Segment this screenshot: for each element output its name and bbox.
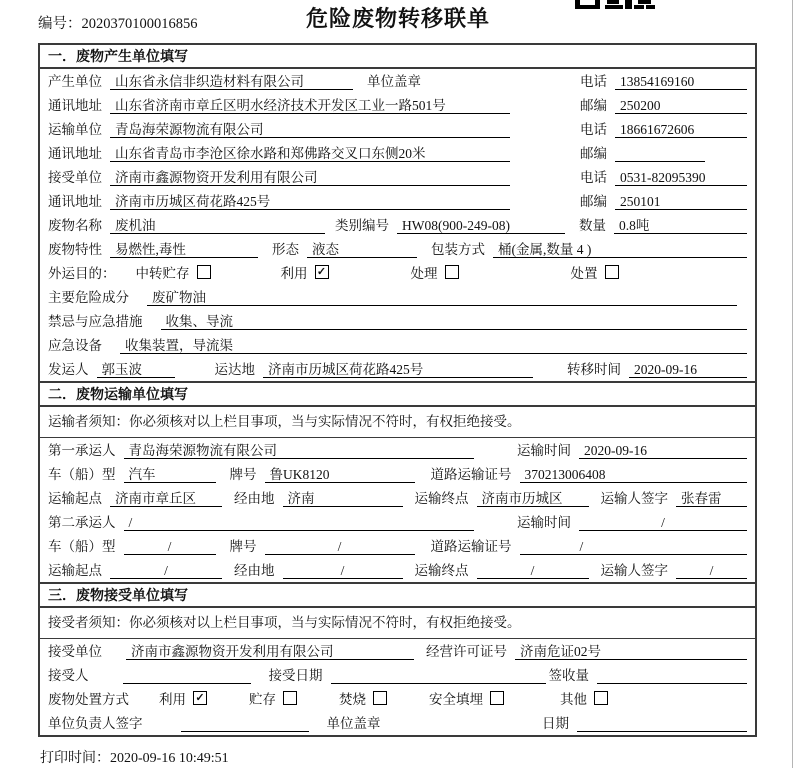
row-receive-unit: [40, 639, 755, 663]
via-label: 经由地: [234, 563, 275, 578]
disposal-option-other: [560, 688, 608, 708]
shipper-value: 郭玉波: [97, 361, 175, 378]
option-label: 中转贮存: [135, 266, 190, 281]
zip-label: 邮编: [580, 98, 607, 113]
checkbox-icon: [283, 691, 297, 705]
option-label: 焚烧: [339, 692, 366, 707]
checkbox-icon: ✓: [315, 265, 329, 279]
field-label: 通讯地址: [48, 146, 102, 161]
carrier-sign-value: 张春雷: [676, 490, 747, 507]
transporter-value: 青岛海荣源物流有限公司: [110, 121, 510, 138]
checkbox-icon: [594, 691, 608, 705]
qr-code-fragment: [575, 0, 655, 9]
row-receiver-person: [40, 663, 755, 687]
option-label: 处理: [410, 266, 438, 281]
seal-label: 单位盖章: [367, 74, 421, 89]
field-label: 禁忌与应急措施: [48, 314, 143, 329]
license-label: 经营许可证号: [426, 644, 507, 659]
carrier-value: 青岛海荣源物流有限公司: [124, 442, 474, 459]
disposal-option-landfill: [429, 688, 504, 708]
option-label: 利用: [159, 692, 186, 707]
field-label: 主要危险成分: [48, 290, 129, 305]
row-second-carrier: [40, 510, 755, 534]
checkbox-icon: [373, 691, 387, 705]
origin-value: 济南市章丘区: [110, 490, 222, 507]
field-label: 接受单位: [48, 644, 102, 659]
transporter-notice: 运输者须知：你必须核对以上栏目事项，当与实际情况不符时，有权拒绝接受。: [40, 407, 755, 438]
option-label: 安全填埋: [429, 692, 483, 707]
section1-header: 一．废物产生单位填写: [40, 45, 755, 69]
row-first-carrier: [40, 438, 755, 462]
option-label: 其他: [560, 692, 587, 707]
destination-value: 济南市历城区荷花路425号: [263, 361, 533, 378]
field-label: 废物特性: [48, 242, 102, 257]
field-label: 产生单位: [48, 74, 102, 89]
road-permit-label: 道路运输证号: [430, 539, 512, 554]
checkbox-icon: [490, 691, 504, 705]
origin-value: /: [110, 562, 222, 579]
field-label: 应急设备: [48, 338, 102, 353]
date-label: 日期: [542, 716, 569, 731]
page-edge-line: [792, 0, 793, 768]
page-title: 危险废物转移联单: [305, 6, 490, 31]
row-outbound-purpose: [40, 261, 755, 285]
disposal-option-incinerate: [339, 688, 387, 708]
unit-seal-label: 单位盖章: [326, 716, 381, 731]
field-label: 外运目的：: [48, 266, 116, 281]
phone-value: 13854169160: [615, 73, 747, 90]
transport-time-value: /: [579, 514, 747, 531]
equipment-value: 收集装置，导流渠: [120, 337, 747, 354]
field-label: 第二承运人: [48, 515, 116, 530]
address-value: 山东省济南市章丘区明水经济技术开发区工业一路501号: [110, 97, 510, 114]
receiver-value: 济南市鑫源物资开发利用有限公司: [110, 169, 510, 186]
row-taboo-measures: [40, 309, 755, 333]
road-permit-value: 370213006408: [520, 466, 748, 483]
transport-time-label: 运输时间: [517, 515, 571, 530]
row-route-2: [40, 558, 755, 582]
purpose-option-dispose: [571, 262, 619, 282]
checkbox-icon: [605, 265, 619, 279]
row-vehicle-2: [40, 534, 755, 558]
field-label: 废物处置方式: [48, 692, 129, 707]
taboo-value: 收集、导流: [161, 313, 748, 330]
phone-label: 电话: [580, 74, 607, 89]
serial-label: 编号：: [38, 16, 82, 32]
end-value: 济南市历城区: [477, 490, 589, 507]
field-label: 运输起点: [48, 563, 102, 578]
vehicle-type-value: 汽车: [124, 466, 216, 483]
waste-name-value: 废机油: [110, 217, 325, 234]
field-label: 发运人: [48, 362, 89, 377]
transport-time-label: 运输时间: [517, 443, 571, 458]
carrier-sign-value: /: [676, 562, 747, 579]
transport-time-value: 2020-09-16: [579, 442, 747, 459]
transfer-time-value: 2020-09-16: [629, 361, 747, 378]
quantity-value: 0.8吨: [614, 217, 747, 234]
field-label: 接受人: [48, 668, 89, 683]
signed-qty-label: 签收量: [548, 668, 589, 683]
signed-qty-value: [597, 667, 747, 684]
producer-value: 山东省永信非织造材料有限公司: [110, 73, 353, 90]
destination-label: 运达地: [214, 362, 255, 377]
address-value: 山东省青岛市李沧区徐水路和郑佛路交叉口东侧20米: [110, 145, 510, 162]
purpose-option-treat: [411, 262, 459, 282]
plate-label: 牌号: [229, 467, 257, 482]
row-waste-property: [40, 237, 755, 261]
form-label: 形态: [272, 242, 299, 257]
end-value: /: [477, 562, 589, 579]
field-label: 单位负责人签字: [48, 716, 143, 731]
row-shipper: [40, 357, 755, 381]
disposal-option-store: [249, 688, 297, 708]
phone-value: 0531-82095390: [615, 169, 747, 186]
checkbox-icon: [197, 265, 211, 279]
carrier-value: /: [124, 514, 474, 531]
print-time-value: 2020-09-16 10:49:51: [110, 751, 229, 766]
field-label: 车（船）型: [48, 539, 116, 554]
row-route-1: [40, 486, 755, 510]
phone-label: 电话: [580, 170, 607, 185]
end-label: 运输终点: [414, 563, 469, 578]
row-vehicle-1: [40, 462, 755, 486]
end-label: 运输终点: [414, 491, 469, 506]
field-label: 通讯地址: [48, 98, 102, 113]
transfer-time-label: 转移时间: [567, 362, 621, 377]
zip-value: 250101: [615, 193, 747, 210]
hazard-value: 废矿物油: [147, 289, 737, 306]
section2-header: 二．废物运输单位填写: [40, 381, 755, 407]
option-label: 处置: [570, 266, 598, 281]
row-main-hazard: [40, 285, 755, 309]
manifest-form: [38, 43, 757, 737]
license-value: 济南危证02号: [515, 643, 747, 660]
print-time-label: 打印时间：: [40, 751, 110, 766]
plate-label: 牌号: [229, 539, 257, 554]
row-transporter-address: [40, 141, 755, 165]
row-receiver-address: [40, 189, 755, 213]
zip-label: 邮编: [580, 146, 607, 161]
field-label: 车（船）型: [48, 467, 116, 482]
checkbox-icon: [445, 265, 459, 279]
category-label: 类别编号: [335, 218, 389, 233]
phone-value: 18661672606: [615, 121, 747, 138]
road-permit-label: 道路运输证号: [430, 467, 512, 482]
property-value: 易燃性,毒性: [110, 241, 258, 258]
section3-header: 三．废物接受单位填写: [40, 582, 755, 608]
receiver-notice: 接受者须知：你必须核对以上栏目事项，当与实际情况不符时，有权拒绝接受。: [40, 608, 755, 639]
print-time: [40, 747, 229, 767]
purpose-option-use: [281, 262, 329, 282]
phone-label: 电话: [580, 122, 607, 137]
disposal-option-use: [159, 688, 207, 708]
carrier-sign-label: 运输人签字: [600, 563, 668, 578]
option-label: 利用: [280, 266, 308, 281]
vehicle-type-value: /: [124, 538, 216, 555]
field-label: 通讯地址: [48, 194, 102, 209]
package-value: 桶(金属,数量 4 ): [493, 241, 747, 258]
row-responsible-sign: [40, 711, 755, 735]
zip-label: 邮编: [580, 194, 607, 209]
option-label: 贮存: [249, 692, 276, 707]
plate-value: 鲁UK8120: [265, 466, 415, 483]
zip-value: [615, 145, 705, 162]
receive-date-value: [331, 667, 546, 684]
field-label: 废物名称: [48, 218, 102, 233]
address-value: 济南市历城区荷花路425号: [110, 193, 510, 210]
row-receiver: [40, 165, 755, 189]
row-disposal-method: [40, 687, 755, 711]
field-label: 运输起点: [48, 491, 102, 506]
form-value: 液态: [307, 241, 417, 258]
receiver-person-value: [123, 667, 251, 684]
field-label: 第一承运人: [48, 443, 116, 458]
zip-value: 250200: [615, 97, 747, 114]
quantity-label: 数量: [579, 218, 606, 233]
via-value: 济南: [283, 490, 403, 507]
via-label: 经由地: [234, 491, 275, 506]
road-permit-value: /: [520, 538, 748, 555]
plate-value: /: [265, 538, 415, 555]
receive-unit-value: 济南市鑫源物资开发利用有限公司: [126, 643, 414, 660]
purpose-option-transfer: [136, 262, 211, 282]
serial-value: 2020370100016856: [81, 16, 198, 32]
row-emergency-equipment: [40, 333, 755, 357]
date-value: [577, 715, 747, 732]
row-transporter: [40, 117, 755, 141]
checkbox-icon: ✓: [193, 691, 207, 705]
field-label: 运输单位: [48, 122, 102, 137]
receive-date-label: 接受日期: [268, 668, 323, 683]
field-label: 接受单位: [48, 170, 102, 185]
package-label: 包装方式: [431, 242, 485, 257]
responsible-sign-value: [181, 715, 309, 732]
via-value: /: [283, 562, 403, 579]
category-value: HW08(900-249-08): [397, 217, 565, 234]
row-producer-address: [40, 93, 755, 117]
row-producer: [40, 69, 755, 93]
row-waste-name: [40, 213, 755, 237]
carrier-sign-label: 运输人签字: [600, 491, 668, 506]
